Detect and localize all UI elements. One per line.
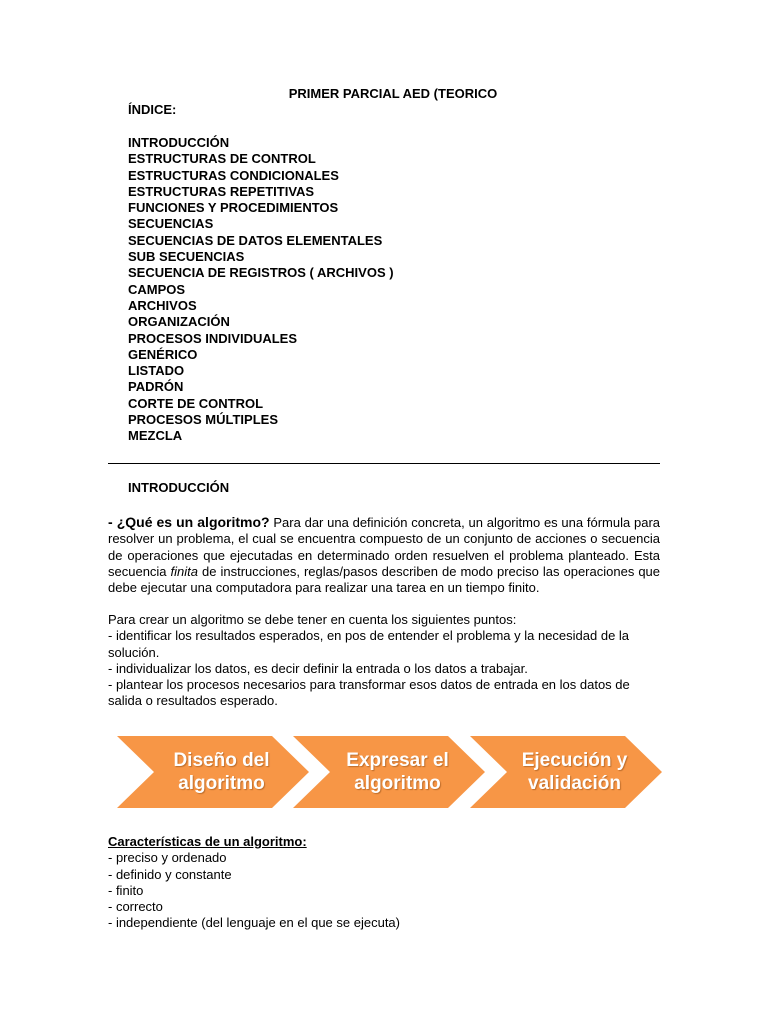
index-item: PADRÓN xyxy=(128,379,184,395)
index-item: CAMPOS xyxy=(128,281,186,297)
steps-paragraph xyxy=(108,612,660,710)
index-item: SECUENCIAS xyxy=(128,216,214,232)
characteristic-item: - correcto xyxy=(108,899,163,915)
index-item: ARCHIVOS xyxy=(128,297,197,313)
index-item: ORGANIZACIÓN xyxy=(128,314,230,330)
characteristics-title: Características de un algoritmo: xyxy=(108,834,307,849)
steps-intro: Para crear un algoritmo se debe tener en cuenta los siguientes puntos: xyxy=(108,612,517,627)
index-item: ESTRUCTURAS CONDICIONALES xyxy=(128,167,339,183)
characteristic-item: - definido y constante xyxy=(108,866,232,882)
characteristic-item: - preciso y ordenado xyxy=(108,850,227,866)
document-title: PRIMER PARCIAL AED (TEORICO xyxy=(288,86,498,101)
characteristics-section xyxy=(108,834,400,932)
step-point: - individualizar los datos, es decir definir la entrada o los datos a trabajar. xyxy=(108,660,528,676)
index-item: LISTADO xyxy=(128,363,185,379)
paragraph-text: Para dar una definición concreta, un algoritmo es una fórmula para resolver un problema, el cual se encuentra compuesto de un conjunto de acciones o secuencia de operaciones que ejecutadas en determinado orden resuelven el problema planteado. Esta secuencia xyxy=(108,515,661,579)
process-step-label: Ejecución y validación xyxy=(521,750,628,794)
paragraph-text: de instrucciones, reglas/pasos describen de modo preciso las operaciones que debe ejecutar una computadora para realizar una tarea en un tiempo finito. xyxy=(108,563,661,596)
index-item: SECUENCIAS DE DATOS ELEMENTALES xyxy=(128,232,383,248)
index-item: PROCESOS INDIVIDUALES xyxy=(128,330,298,346)
index-item: PROCESOS MÚLTIPLES xyxy=(128,412,278,428)
characteristic-item: - independiente (del lenguaje en el que se ejecuta) xyxy=(108,915,400,931)
emphasis-text: finita xyxy=(170,563,199,579)
index-item: SUB SECUENCIAS xyxy=(128,249,245,265)
index-item: FUNCIONES Y PROCEDIMIENTOS xyxy=(128,200,339,216)
intro-heading: INTRODUCCIÓN xyxy=(128,480,230,495)
process-step-label: Diseño del algoritmo xyxy=(173,750,270,794)
question-lead: - ¿Qué es un algoritmo? xyxy=(108,514,270,530)
section-divider xyxy=(108,463,660,464)
index-item: CORTE DE CONTROL xyxy=(128,395,264,411)
index-list xyxy=(128,135,394,445)
index-item: SECUENCIA DE REGISTROS ( ARCHIVOS ) xyxy=(128,265,394,281)
algorithm-definition-paragraph xyxy=(108,514,660,596)
index-item: ESTRUCTURAS REPETITIVAS xyxy=(128,183,315,199)
step-point: - identificar los resultados esperados, en pos de entender el problema y la necesidad de la solución. xyxy=(108,628,630,660)
index-item: ESTRUCTURAS DE CONTROL xyxy=(128,151,316,167)
process-diagram xyxy=(117,736,662,808)
step-point: - plantear los procesos necesarios para transformar esos datos de entrada en los datos de salida o resultados esperado. xyxy=(108,677,630,709)
index-item: GENÉRICO xyxy=(128,346,198,362)
characteristic-item: - finito xyxy=(108,882,144,898)
process-step-label: Expresar el algoritmo xyxy=(346,750,449,794)
index-item: INTRODUCCIÓN xyxy=(128,135,230,150)
index-heading: ÍNDICE: xyxy=(128,102,177,117)
index-item: MEZCLA xyxy=(128,428,183,444)
